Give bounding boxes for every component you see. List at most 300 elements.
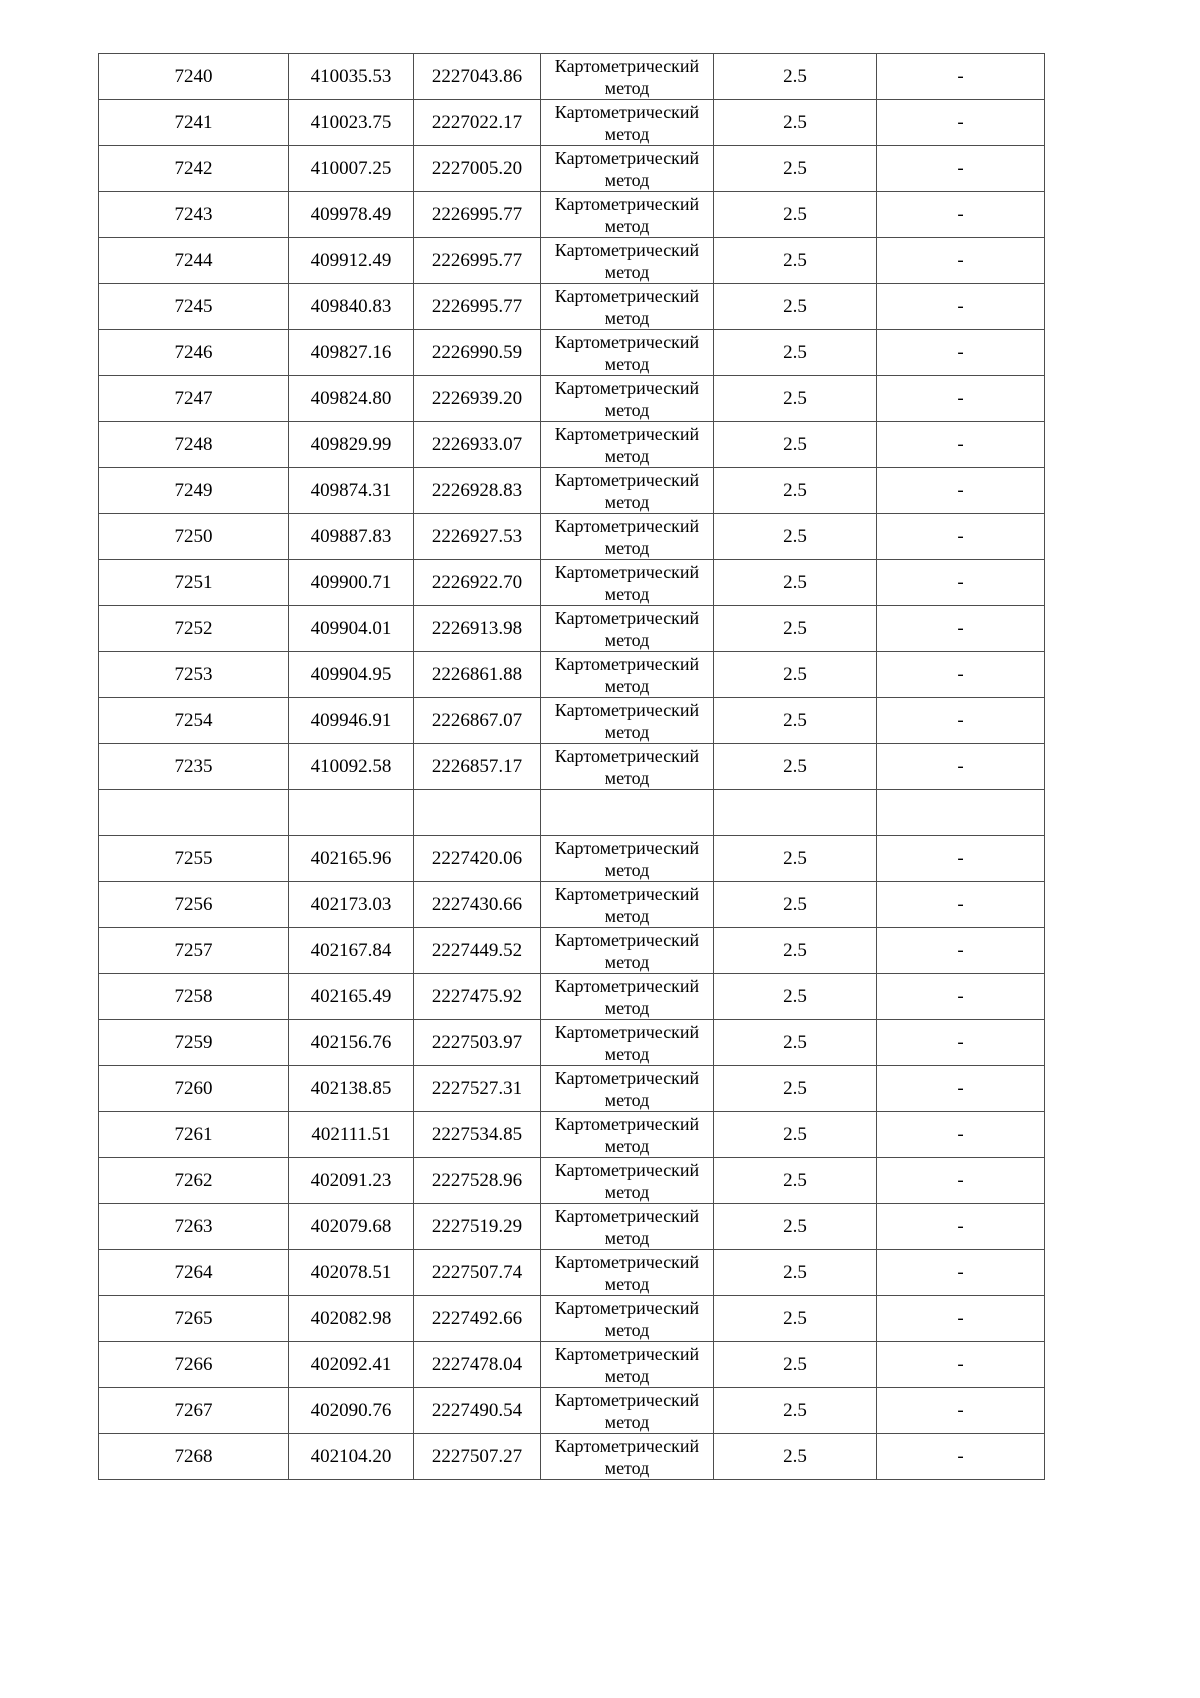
description-cell (877, 1066, 1045, 1112)
description-cell-text: - (957, 664, 964, 685)
description-cell-text: - (957, 940, 964, 961)
method-cell-text: Картометрический метод (554, 102, 700, 144)
coord-y-cell (414, 1066, 541, 1112)
coord-x-cell-text: 402092.41 (310, 1354, 392, 1375)
coord-x-cell (289, 1250, 414, 1296)
accuracy-cell (714, 1250, 877, 1296)
accuracy-cell-text: 2.5 (783, 388, 807, 409)
coord-x-cell (289, 1296, 414, 1342)
coord-y-cell-text: 2226995.77 (431, 204, 523, 225)
coord-y-cell-text: 2227043.86 (431, 66, 523, 87)
point-number-cell (99, 330, 289, 376)
point-number-cell (99, 560, 289, 606)
coord-y-cell (414, 1250, 541, 1296)
description-cell-text: - (957, 342, 964, 363)
description-cell (877, 146, 1045, 192)
method-cell-text: Картометрический метод (554, 148, 700, 190)
description-cell (877, 1388, 1045, 1434)
point-number-cell-text: 7262 (174, 1170, 213, 1191)
point-number-cell (99, 790, 289, 836)
coord-y-cell-text: 2226990.59 (431, 342, 523, 363)
point-number-cell (99, 284, 289, 330)
method-cell (541, 146, 714, 192)
point-number-cell (99, 1342, 289, 1388)
coord-x-cell (289, 560, 414, 606)
method-cell (541, 1296, 714, 1342)
table-row (99, 698, 1045, 744)
table-row (99, 100, 1045, 146)
description-cell (877, 330, 1045, 376)
point-number-cell-text: 7266 (174, 1354, 213, 1375)
coord-y-cell-text: 2227475.92 (431, 986, 523, 1007)
description-cell (877, 698, 1045, 744)
coord-y-cell (414, 652, 541, 698)
point-number-cell-text: 7242 (174, 158, 213, 179)
coord-x-cell (289, 100, 414, 146)
description-cell (877, 376, 1045, 422)
coord-x-cell-text: 402091.23 (310, 1170, 392, 1191)
accuracy-cell (714, 192, 877, 238)
point-number-cell-text: 7254 (174, 710, 213, 731)
method-cell-text: Картометрический метод (554, 424, 700, 466)
table-row (99, 238, 1045, 284)
coord-y-cell-text: 2226913.98 (431, 618, 523, 639)
point-number-cell-text: 7235 (174, 756, 213, 777)
point-number-cell-text: 7251 (174, 572, 213, 593)
coord-y-cell (414, 560, 541, 606)
accuracy-cell-text: 2.5 (783, 1170, 807, 1191)
coord-y-cell-text: 2226857.17 (431, 756, 523, 777)
point-number-cell (99, 1020, 289, 1066)
point-number-cell (99, 100, 289, 146)
coord-x-cell-text: 409904.95 (310, 664, 392, 685)
method-cell-text: Картометрический метод (554, 608, 700, 650)
coord-x-cell (289, 606, 414, 652)
coord-x-cell (289, 192, 414, 238)
method-cell (541, 1388, 714, 1434)
coordinates-table-body (99, 54, 1045, 1480)
accuracy-cell (714, 928, 877, 974)
table-row (99, 1250, 1045, 1296)
coord-y-cell-text: 2226995.77 (431, 250, 523, 271)
table-row (99, 606, 1045, 652)
coord-x-cell (289, 1020, 414, 1066)
accuracy-cell-text: 2.5 (783, 1400, 807, 1421)
point-number-cell-text: 7248 (174, 434, 213, 455)
point-number-cell-text: 7245 (174, 296, 213, 317)
description-cell (877, 1158, 1045, 1204)
table-row (99, 1066, 1045, 1112)
coord-y-cell (414, 882, 541, 928)
method-cell-text: Картометрический метод (554, 1206, 700, 1248)
coord-x-cell-text: 402165.49 (310, 986, 392, 1007)
coord-x-cell (289, 790, 414, 836)
method-cell-text: Картометрический метод (554, 194, 700, 236)
description-cell-text: - (957, 1354, 964, 1375)
coord-y-cell-text: 2227503.97 (431, 1032, 523, 1053)
coord-x-cell (289, 376, 414, 422)
method-cell (541, 1020, 714, 1066)
method-cell-text: Картометрический метод (554, 286, 700, 328)
method-cell-text: Картометрический метод (554, 56, 700, 98)
accuracy-cell (714, 1112, 877, 1158)
coord-y-cell-text: 2227527.31 (431, 1078, 523, 1099)
accuracy-cell-text: 2.5 (783, 1216, 807, 1237)
coord-y-cell-text: 2227528.96 (431, 1170, 523, 1191)
point-number-cell (99, 1204, 289, 1250)
coord-y-cell (414, 468, 541, 514)
description-cell (877, 744, 1045, 790)
coord-x-cell (289, 744, 414, 790)
accuracy-cell (714, 1342, 877, 1388)
accuracy-cell (714, 238, 877, 284)
description-cell (877, 1020, 1045, 1066)
accuracy-cell-text: 2.5 (783, 1032, 807, 1053)
coord-y-cell-text: 2227420.06 (431, 848, 523, 869)
coord-x-cell-text: 410023.75 (310, 112, 392, 133)
accuracy-cell (714, 54, 877, 100)
method-cell (541, 330, 714, 376)
coord-y-cell (414, 1158, 541, 1204)
coord-x-cell-text: 409840.83 (310, 296, 392, 317)
coord-x-cell (289, 928, 414, 974)
table-row (99, 422, 1045, 468)
table-row (99, 284, 1045, 330)
coord-x-cell (289, 284, 414, 330)
coord-x-cell (289, 1112, 414, 1158)
method-cell-text: Картометрический метод (554, 1068, 700, 1110)
method-cell (541, 974, 714, 1020)
coord-x-cell (289, 146, 414, 192)
description-cell-text: - (957, 1124, 964, 1145)
method-cell (541, 836, 714, 882)
point-number-cell-text: 7265 (174, 1308, 213, 1329)
accuracy-cell-text: 2.5 (783, 1078, 807, 1099)
table-row (99, 376, 1045, 422)
coord-x-cell (289, 974, 414, 1020)
description-cell-text: - (957, 986, 964, 1007)
method-cell (541, 192, 714, 238)
table-row (99, 1434, 1045, 1480)
point-number-cell (99, 1066, 289, 1112)
accuracy-cell-text: 2.5 (783, 250, 807, 271)
accuracy-cell (714, 1388, 877, 1434)
table-row (99, 514, 1045, 560)
accuracy-cell (714, 974, 877, 1020)
coord-y-cell (414, 54, 541, 100)
coord-y-cell-text: 2226928.83 (431, 480, 523, 501)
method-cell-text: Картометрический метод (554, 654, 700, 696)
method-cell-text: Картометрический метод (554, 470, 700, 512)
method-cell-text: Картометрический метод (554, 1252, 700, 1294)
point-number-cell (99, 468, 289, 514)
method-cell (541, 100, 714, 146)
coord-x-cell-text: 409978.49 (310, 204, 392, 225)
accuracy-cell (714, 376, 877, 422)
description-cell (877, 1296, 1045, 1342)
method-cell (541, 54, 714, 100)
coordinates-table (98, 53, 1045, 1480)
accuracy-cell-text: 2.5 (783, 1308, 807, 1329)
table-row (99, 1112, 1045, 1158)
accuracy-cell-text: 2.5 (783, 894, 807, 915)
accuracy-cell (714, 652, 877, 698)
method-cell (541, 1158, 714, 1204)
table-row (99, 54, 1045, 100)
method-cell (541, 790, 714, 836)
coord-y-cell (414, 928, 541, 974)
accuracy-cell (714, 790, 877, 836)
description-cell (877, 284, 1045, 330)
point-number-cell-text: 7258 (174, 986, 213, 1007)
description-cell (877, 54, 1045, 100)
description-cell-text: - (957, 1032, 964, 1053)
description-cell (877, 1250, 1045, 1296)
coord-y-cell (414, 376, 541, 422)
coord-y-cell (414, 1342, 541, 1388)
coord-y-cell (414, 100, 541, 146)
accuracy-cell-text: 2.5 (783, 296, 807, 317)
point-number-cell-text: 7255 (174, 848, 213, 869)
accuracy-cell (714, 284, 877, 330)
accuracy-cell (714, 468, 877, 514)
coord-y-cell-text: 2226927.53 (431, 526, 523, 547)
point-number-cell-text: 7260 (174, 1078, 213, 1099)
coord-x-cell (289, 882, 414, 928)
description-cell (877, 1342, 1045, 1388)
description-cell (877, 468, 1045, 514)
coord-x-cell-text: 409874.31 (310, 480, 392, 501)
point-number-cell-text: 7240 (174, 66, 213, 87)
accuracy-cell (714, 836, 877, 882)
coord-y-cell-text: 2227519.29 (431, 1216, 523, 1237)
accuracy-cell (714, 330, 877, 376)
description-cell-text: - (957, 1400, 964, 1421)
coord-y-cell-text: 2226861.88 (431, 664, 523, 685)
method-cell-text: Картометрический метод (554, 884, 700, 926)
coord-y-cell-text: 2227005.20 (431, 158, 523, 179)
method-cell (541, 422, 714, 468)
method-cell-text: Картометрический метод (554, 1022, 700, 1064)
coord-y-cell (414, 836, 541, 882)
table-row (99, 468, 1045, 514)
description-cell-text: - (957, 1262, 964, 1283)
coord-y-cell-text: 2227534.85 (431, 1124, 523, 1145)
accuracy-cell-text: 2.5 (783, 664, 807, 685)
point-number-cell (99, 146, 289, 192)
accuracy-cell-text: 2.5 (783, 618, 807, 639)
method-cell-text: Картометрический метод (554, 1114, 700, 1156)
table-row (99, 330, 1045, 376)
description-cell-text: - (957, 434, 964, 455)
accuracy-cell-text: 2.5 (783, 1446, 807, 1467)
coord-y-cell (414, 514, 541, 560)
coord-x-cell-text: 409887.83 (310, 526, 392, 547)
method-cell (541, 1342, 714, 1388)
coord-y-cell (414, 330, 541, 376)
coord-x-cell-text: 409829.99 (310, 434, 392, 455)
method-cell (541, 238, 714, 284)
point-number-cell-text: 7256 (174, 894, 213, 915)
description-cell (877, 652, 1045, 698)
description-cell-text: - (957, 66, 964, 87)
description-cell (877, 1434, 1045, 1480)
accuracy-cell (714, 1066, 877, 1112)
description-cell-text: - (957, 756, 964, 777)
table-row (99, 560, 1045, 606)
coord-x-cell-text: 402173.03 (310, 894, 392, 915)
coord-x-cell (289, 1204, 414, 1250)
coord-x-cell-text: 409946.91 (310, 710, 392, 731)
point-number-cell (99, 1434, 289, 1480)
table-row (99, 836, 1045, 882)
accuracy-cell-text: 2.5 (783, 480, 807, 501)
description-cell-text: - (957, 250, 964, 271)
point-number-cell-text: 7263 (174, 1216, 213, 1237)
method-cell (541, 468, 714, 514)
coord-y-cell (414, 1388, 541, 1434)
point-number-cell-text: 7247 (174, 388, 213, 409)
accuracy-cell-text: 2.5 (783, 572, 807, 593)
description-cell-text: - (957, 204, 964, 225)
accuracy-cell-text: 2.5 (783, 710, 807, 731)
coord-x-cell (289, 1066, 414, 1112)
coord-y-cell (414, 192, 541, 238)
description-cell-text: - (957, 296, 964, 317)
method-cell (541, 698, 714, 744)
coord-x-cell-text: 402078.51 (310, 1262, 392, 1283)
coord-y-cell-text: 2227490.54 (431, 1400, 523, 1421)
table-row (99, 1204, 1045, 1250)
accuracy-cell (714, 698, 877, 744)
description-cell-text: - (957, 112, 964, 133)
coord-y-cell (414, 790, 541, 836)
coord-y-cell-text: 2226995.77 (431, 296, 523, 317)
method-cell-text: Картометрический метод (554, 1298, 700, 1340)
method-cell (541, 652, 714, 698)
point-number-cell-text: 7267 (174, 1400, 213, 1421)
description-cell-text: - (957, 1216, 964, 1237)
coord-x-cell-text: 410092.58 (310, 756, 392, 777)
point-number-cell-text: 7253 (174, 664, 213, 685)
table-row (99, 882, 1045, 928)
accuracy-cell-text: 2.5 (783, 342, 807, 363)
accuracy-cell-text: 2.5 (783, 66, 807, 87)
coord-x-cell (289, 238, 414, 284)
description-cell-text: - (957, 1446, 964, 1467)
description-cell (877, 422, 1045, 468)
point-number-cell (99, 698, 289, 744)
coord-y-cell (414, 698, 541, 744)
accuracy-cell-text: 2.5 (783, 158, 807, 179)
coord-x-cell (289, 54, 414, 100)
table-row (99, 1158, 1045, 1204)
table-row (99, 974, 1045, 1020)
coord-x-cell-text: 409824.80 (310, 388, 392, 409)
accuracy-cell-text: 2.5 (783, 204, 807, 225)
table-row (99, 652, 1045, 698)
coord-x-cell (289, 1388, 414, 1434)
table-row (99, 928, 1045, 974)
coord-x-cell-text: 402156.76 (310, 1032, 392, 1053)
coord-x-cell-text: 409904.01 (310, 618, 392, 639)
point-number-cell (99, 1250, 289, 1296)
description-cell (877, 882, 1045, 928)
coord-x-cell (289, 422, 414, 468)
coord-x-cell-text: 402167.84 (310, 940, 392, 961)
method-cell (541, 606, 714, 652)
coord-x-cell-text: 402090.76 (310, 1400, 392, 1421)
accuracy-cell-text: 2.5 (783, 940, 807, 961)
point-number-cell (99, 928, 289, 974)
description-cell (877, 790, 1045, 836)
coord-x-cell-text: 409912.49 (310, 250, 392, 271)
point-number-cell-text: 7244 (174, 250, 213, 271)
accuracy-cell-text: 2.5 (783, 756, 807, 777)
table-row (99, 1388, 1045, 1434)
description-cell-text: - (957, 158, 964, 179)
coord-y-cell (414, 284, 541, 330)
description-cell (877, 974, 1045, 1020)
description-cell (877, 192, 1045, 238)
method-cell (541, 928, 714, 974)
description-cell (877, 928, 1045, 974)
point-number-cell (99, 238, 289, 284)
point-number-cell (99, 974, 289, 1020)
coord-x-cell-text: 402111.51 (311, 1124, 391, 1145)
coord-y-cell (414, 606, 541, 652)
description-cell (877, 836, 1045, 882)
method-cell-text: Картометрический метод (554, 1344, 700, 1386)
accuracy-cell (714, 422, 877, 468)
point-number-cell (99, 514, 289, 560)
method-cell-text: Картометрический метод (554, 700, 700, 742)
point-number-cell-text: 7259 (174, 1032, 213, 1053)
coord-x-cell-text: 410035.53 (310, 66, 392, 87)
description-cell-text: - (957, 480, 964, 501)
method-cell (541, 1250, 714, 1296)
coord-y-cell-text: 2227449.52 (431, 940, 523, 961)
method-cell-text: Картометрический метод (554, 562, 700, 604)
coord-y-cell-text: 2227478.04 (431, 1354, 523, 1375)
coord-x-cell (289, 1434, 414, 1480)
coord-y-cell (414, 1204, 541, 1250)
coord-x-cell-text: 410007.25 (310, 158, 392, 179)
accuracy-cell (714, 100, 877, 146)
coord-y-cell-text: 2226867.07 (431, 710, 523, 731)
accuracy-cell (714, 1158, 877, 1204)
description-cell (877, 514, 1045, 560)
description-cell-text: - (957, 1078, 964, 1099)
method-cell (541, 1434, 714, 1480)
point-number-cell-text: 7261 (174, 1124, 213, 1145)
table-row (99, 790, 1045, 836)
description-cell-text: - (957, 710, 964, 731)
method-cell-text: Картометрический метод (554, 1436, 700, 1478)
coord-x-cell (289, 698, 414, 744)
accuracy-cell-text: 2.5 (783, 848, 807, 869)
description-cell (877, 100, 1045, 146)
coord-x-cell-text: 402104.20 (310, 1446, 392, 1467)
accuracy-cell-text: 2.5 (783, 112, 807, 133)
accuracy-cell (714, 606, 877, 652)
method-cell-text: Картометрический метод (554, 516, 700, 558)
table-row (99, 146, 1045, 192)
method-cell (541, 514, 714, 560)
coord-x-cell (289, 514, 414, 560)
coord-x-cell-text: 402082.98 (310, 1308, 392, 1329)
accuracy-cell-text: 2.5 (783, 986, 807, 1007)
